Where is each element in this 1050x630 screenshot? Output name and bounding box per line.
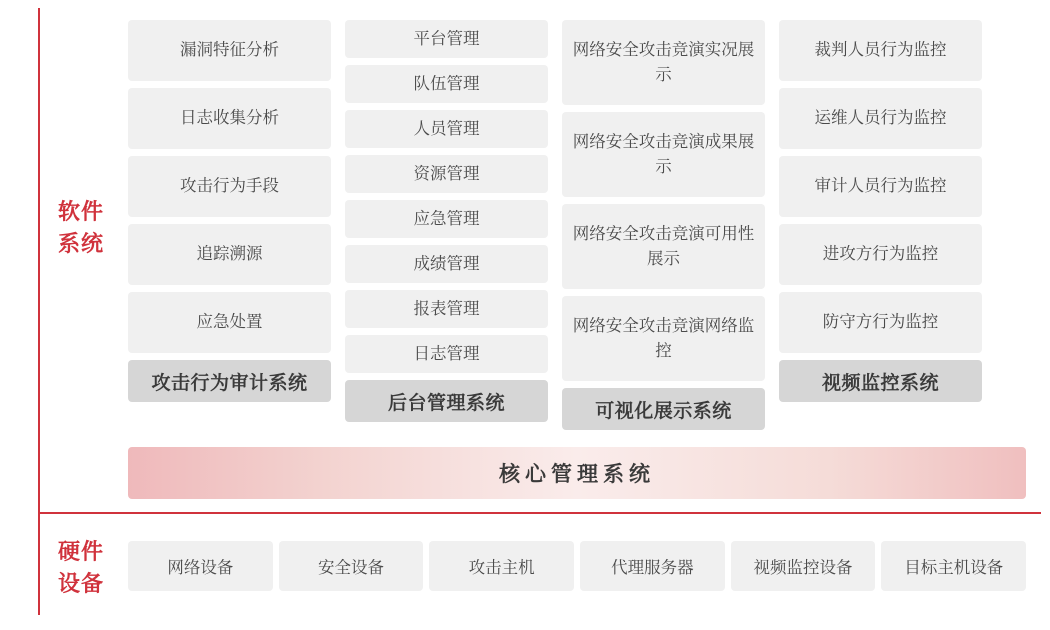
module-cell[interactable]: 平台管理 [345, 20, 548, 58]
column-visualization-system [562, 20, 765, 430]
module-cell[interactable]: 应急管理 [345, 200, 548, 238]
software-columns [128, 20, 1026, 430]
hardware-devices-row [128, 541, 1026, 591]
module-cell[interactable]: 日志收集分析 [128, 88, 331, 149]
module-cell[interactable]: 报表管理 [345, 290, 548, 328]
hardware-cell[interactable]: 目标主机设备 [881, 541, 1026, 591]
module-cell[interactable]: 进攻方行为监控 [779, 224, 982, 285]
section-label-hardware [44, 536, 118, 600]
module-cell[interactable]: 运维人员行为监控 [779, 88, 982, 149]
module-cell[interactable]: 审计人员行为监控 [779, 156, 982, 217]
system-title-video[interactable]: 视频监控系统 [779, 360, 982, 402]
module-cell[interactable]: 应急处置 [128, 292, 331, 353]
module-cell[interactable]: 日志管理 [345, 335, 548, 373]
module-cell[interactable]: 网络安全攻击竞演成果展示 [562, 112, 765, 197]
section-label-hardware-line1: 硬件 [57, 539, 104, 564]
section-label-software [44, 196, 118, 260]
left-vertical-divider [38, 8, 40, 615]
column-backend-management [345, 20, 548, 430]
hardware-cell[interactable]: 攻击主机 [429, 541, 574, 591]
module-cell[interactable]: 队伍管理 [345, 65, 548, 103]
hardware-cell[interactable]: 代理服务器 [580, 541, 725, 591]
core-management-system-bar[interactable]: 核心管理系统 [128, 447, 1026, 499]
system-title-backend[interactable]: 后台管理系统 [345, 380, 548, 422]
column-video-surveillance [779, 20, 982, 430]
column-audit-system [128, 20, 331, 430]
module-cell[interactable]: 人员管理 [345, 110, 548, 148]
section-label-software-line2: 系统 [57, 231, 104, 256]
hardware-cell[interactable]: 安全设备 [279, 541, 424, 591]
module-cell[interactable]: 追踪溯源 [128, 224, 331, 285]
hardware-cell[interactable]: 网络设备 [128, 541, 273, 591]
module-cell[interactable]: 攻击行为手段 [128, 156, 331, 217]
software-hardware-divider [38, 512, 1041, 514]
module-cell[interactable]: 网络安全攻击竞演可用性展示 [562, 204, 765, 289]
hardware-cell[interactable]: 视频监控设备 [731, 541, 876, 591]
module-cell[interactable]: 漏洞特征分析 [128, 20, 331, 81]
system-title-audit[interactable]: 攻击行为审计系统 [128, 360, 331, 402]
module-cell[interactable]: 裁判人员行为监控 [779, 20, 982, 81]
system-title-visualization[interactable]: 可视化展示系统 [562, 388, 765, 430]
section-label-software-line1: 软件 [57, 199, 104, 224]
module-cell[interactable]: 网络安全攻击竞演实况展示 [562, 20, 765, 105]
section-label-hardware-line2: 设备 [57, 571, 104, 596]
module-cell[interactable]: 网络安全攻击竞演网络监控 [562, 296, 765, 381]
module-cell[interactable]: 防守方行为监控 [779, 292, 982, 353]
module-cell[interactable]: 成绩管理 [345, 245, 548, 283]
module-cell[interactable]: 资源管理 [345, 155, 548, 193]
